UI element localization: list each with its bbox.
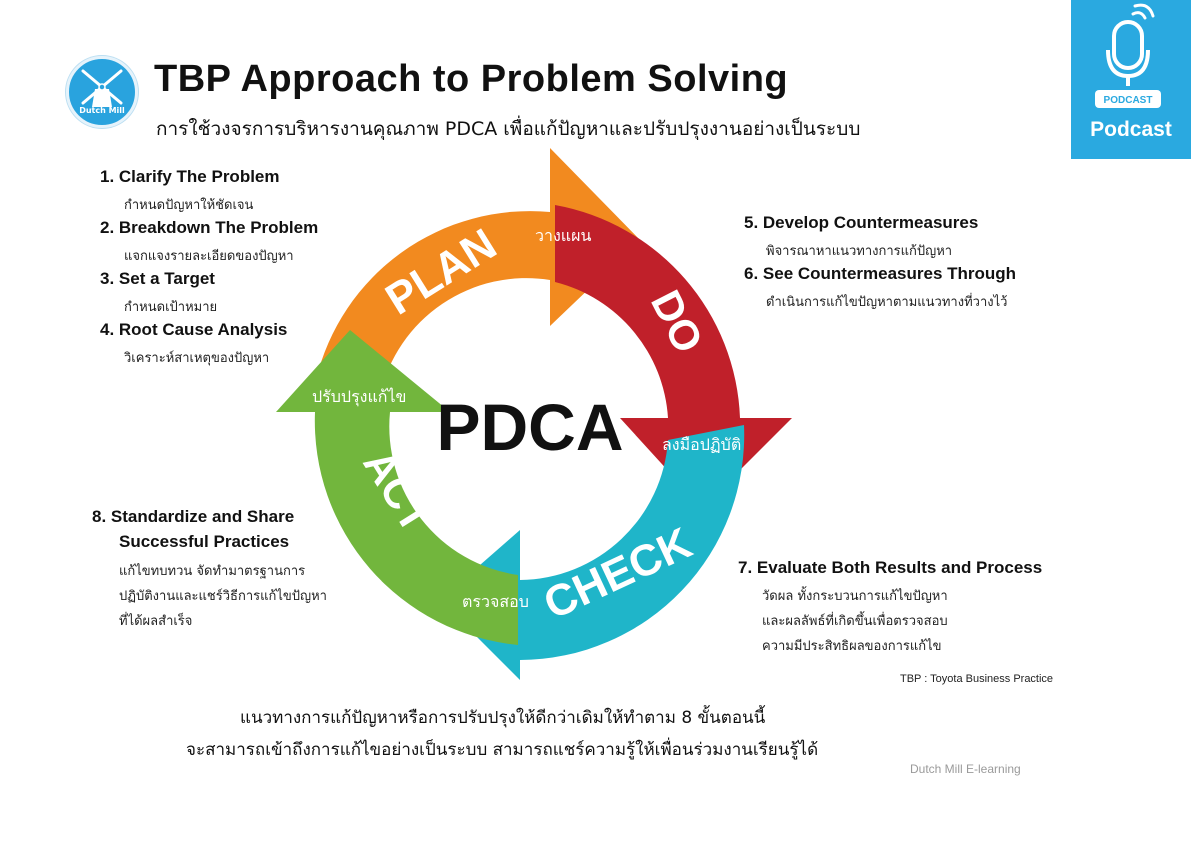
step-4-desc: วิเคราะห์สาเหตุของปัญหา [124,351,270,366]
step-5-title: 5. Develop Countermeasures [744,213,979,232]
step-3-desc: กำหนดเป้าหมาย [124,300,218,315]
page-subtitle: การใช้วงจรการบริหารงานคุณภาพ PDCA เพื่อแก้ปัญหาและปรับปรุงงานอย่างเป็นระบบ [156,118,861,140]
step-7-desc-line-2: และผลลัพธ์ที่เกิดขึ้นเพื่อตรวจสอบ [762,614,948,629]
podcast-badge-text: PODCAST [1103,95,1153,106]
check-thai-label: ตรวจสอบ [462,592,529,611]
step-7-title: 7. Evaluate Both Results and Process [738,558,1043,577]
step-1-title: 1. Clarify The Problem [100,167,280,186]
step-4-title: 4. Root Cause Analysis [100,320,288,339]
plan-label: PLAN [377,219,505,325]
step-8-desc-line-3: ที่ได้ผลสำเร็จ [119,614,193,629]
pdca-center-label: PDCA [436,390,624,464]
step-2-title: 2. Breakdown The Problem [100,218,319,237]
podcast-label: Podcast [1090,118,1172,141]
footer-line-1: แนวทางการแก้ปัญหาหรือการปรับปรุงให้ดีกว่าเดิมให้ทำตาม 8 ขั้นตอนนี้ [240,708,766,728]
logo-text: Dutch Mill [79,106,125,115]
step-7-desc-line-3: ความมีประสิทธิผลของการแก้ไข [762,639,942,654]
plan-thai-label: วางแผน [535,226,592,245]
watermark: Dutch Mill E-learning [910,762,1021,776]
step-6-desc: ดำเนินการแก้ไขปัญหาตามแนวทางที่วางไว้ [766,295,1008,310]
footer-line-2: จะสามารถเข้าถึงการแก้ไขอย่างเป็นระบบ สามารถแชร์ความรู้ให้เพื่อนร่วมงานเรียนรู้ได้ [186,740,819,760]
step-8-title-line-1: 8. Standardize and Share [92,507,295,526]
step-7-desc-line-1: วัดผล ทั้งกระบวนการแก้ไขปัญหา [762,589,948,604]
step-8-desc-line-2: ปฏิบัติงานและแชร์วิธีการแก้ไขปัญหา [119,589,327,604]
do-thai-label: ลงมือปฏิบัติ [662,435,742,454]
step-3-title: 3. Set a Target [100,269,215,288]
act-thai-label: ปรับปรุงแก้ไข [312,387,407,406]
step-8-title-line-2: Successful Practices [119,532,290,551]
step-5-desc: พิจารณาหาแนวทางการแก้ปัญหา [766,244,953,259]
act-label: ACT [354,441,440,540]
step-1-desc: กำหนดปัญหาให้ชัดเจน [124,198,254,213]
step-2-desc: แจกแจงรายละเอียดของปัญหา [124,249,294,264]
step-8-desc-line-1: แก้ไขทบทวน จัดทำมาตรฐานการ [119,564,306,579]
page-title: TBP Approach to Problem Solving [154,58,789,100]
check-label: CHECK [536,518,700,630]
step-6-title: 6. See Countermeasures Through [744,264,1017,283]
tbp-credit: TBP : Toyota Business Practice [900,673,1054,685]
do-label: DO [641,282,713,361]
